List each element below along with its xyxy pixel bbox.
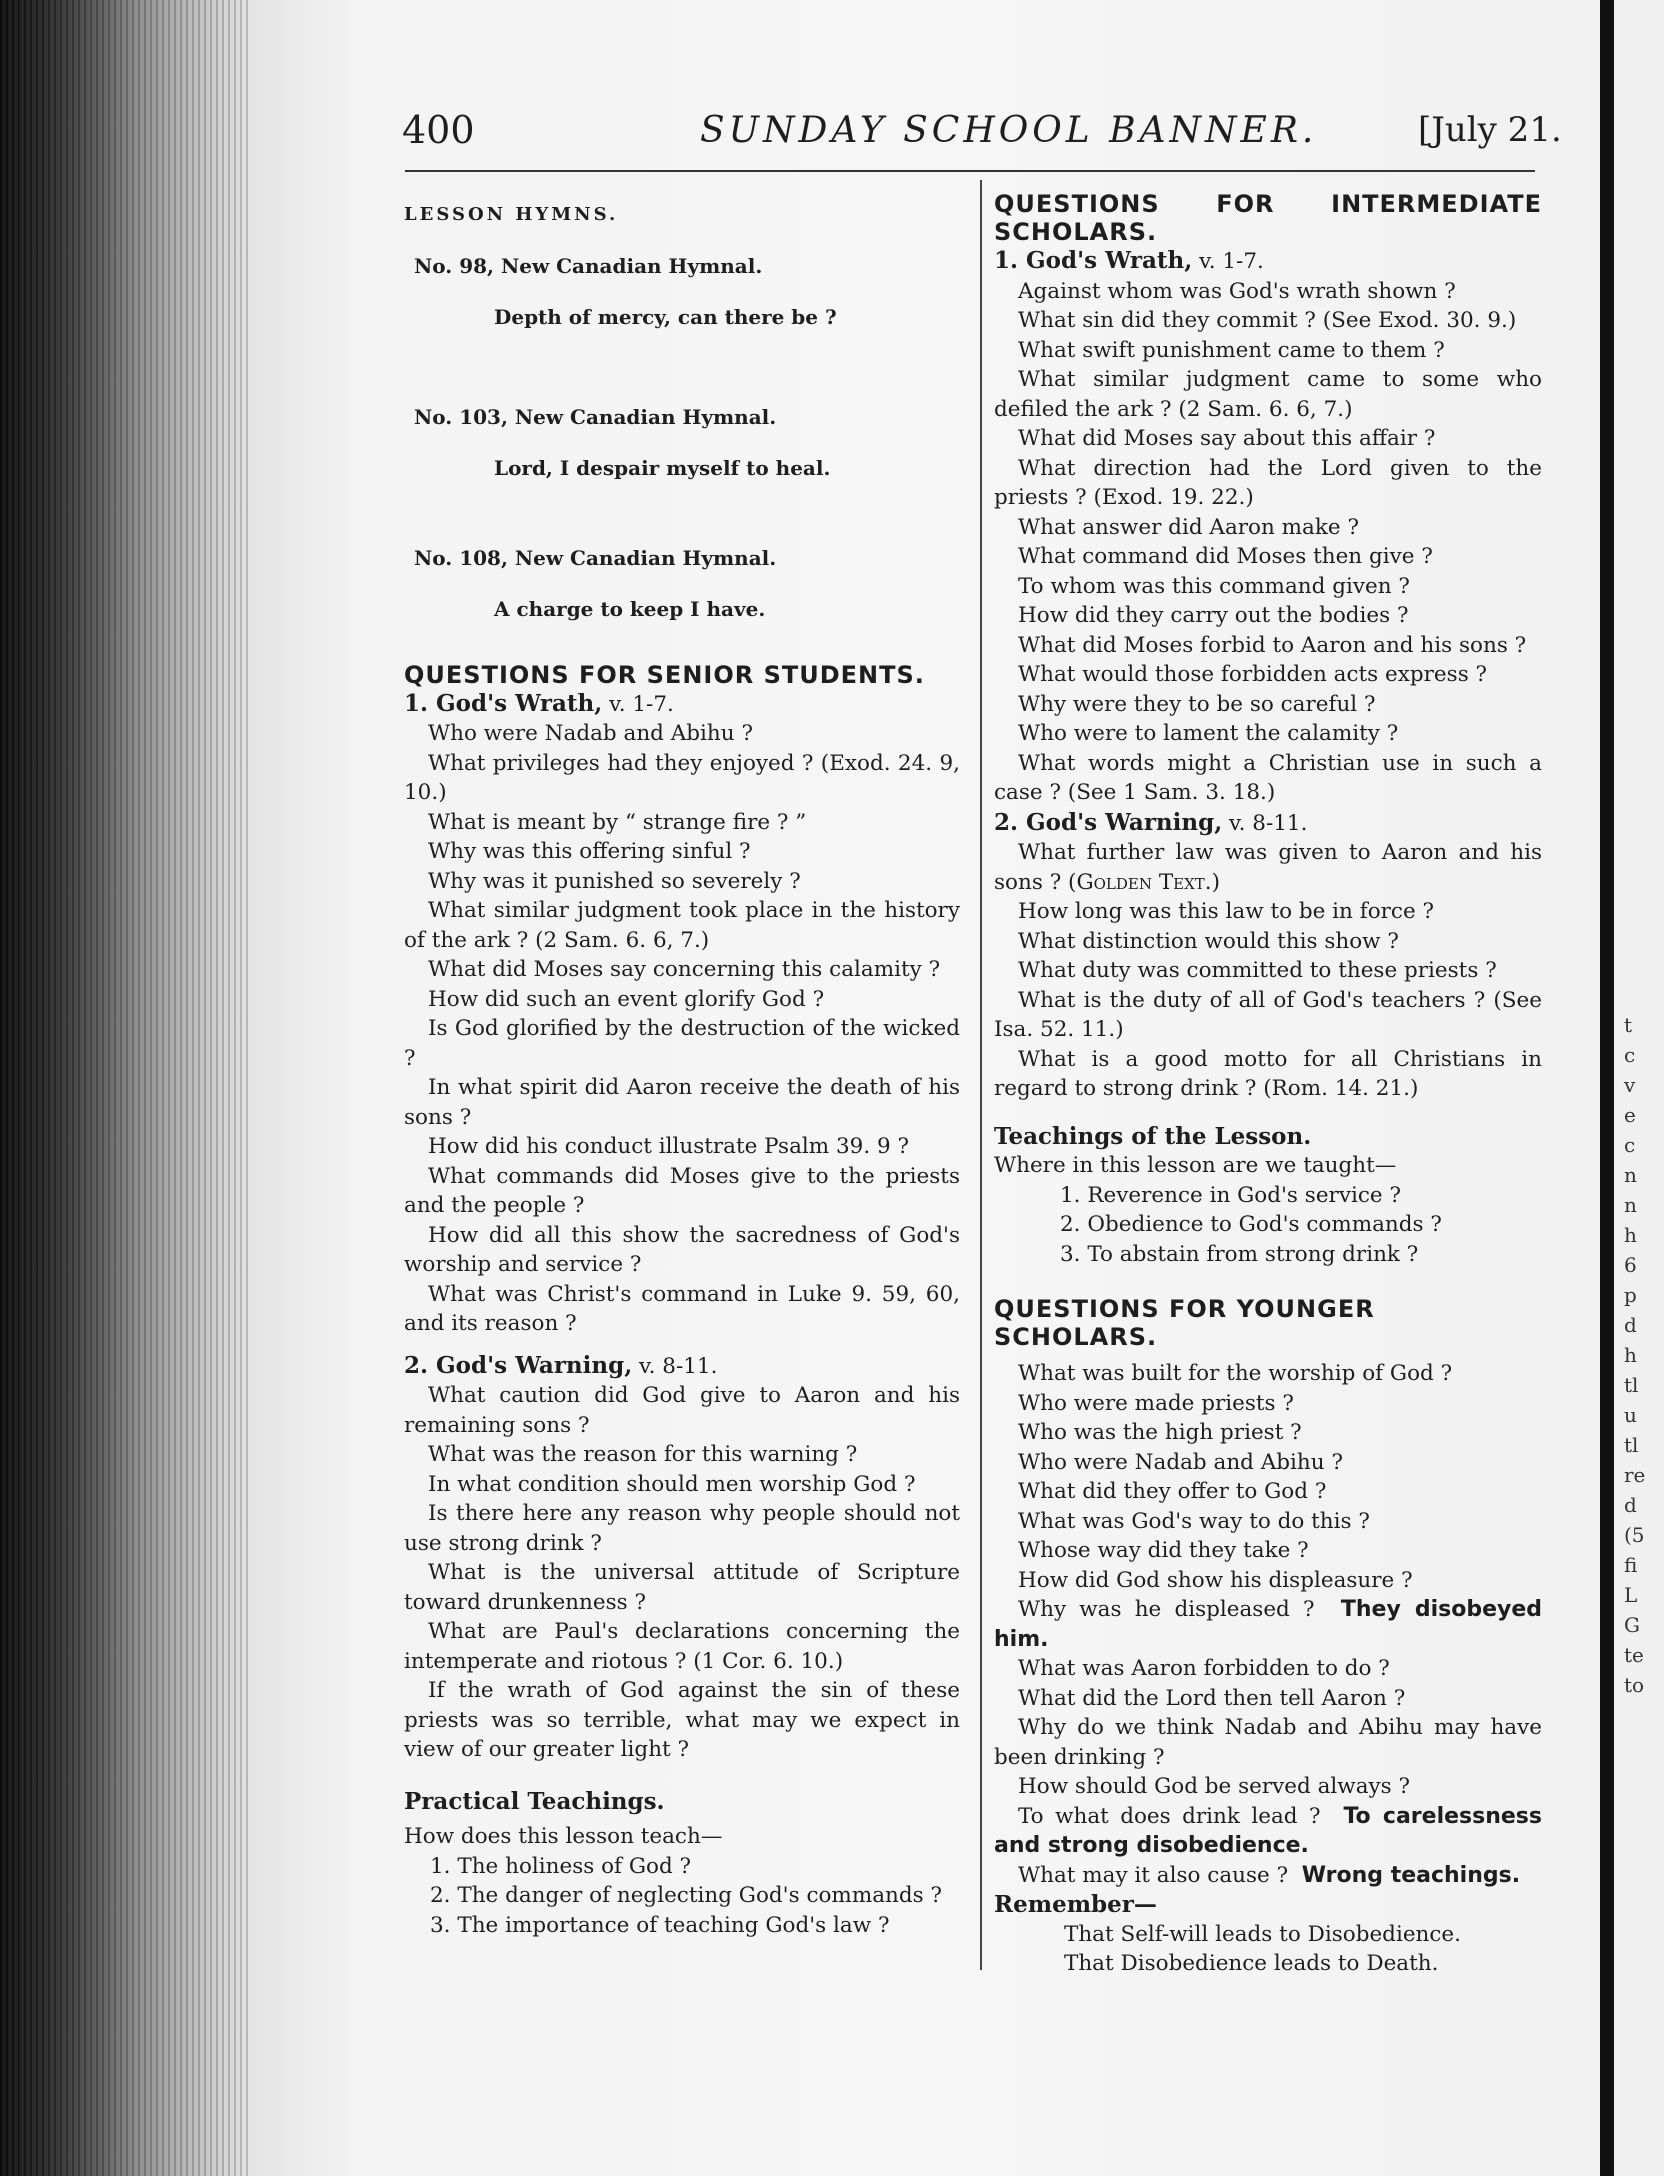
edge-fragment: d	[1624, 1313, 1637, 1337]
hymn-ref: No. 108, New Canadian Hymnal.	[414, 545, 777, 570]
page-number: 400	[402, 108, 475, 152]
question: Who were Nadab and Abihu ?	[1018, 1449, 1343, 1475]
running-head: SUNDAY SCHOOL BANNER.	[700, 110, 1318, 151]
hymn-title: Lord, I despair myself to heal.	[494, 456, 831, 480]
practical-item: 3. The importance of teaching God's law ?	[430, 1912, 890, 1938]
question: What commands did Moses give to the priests and the people ?	[404, 1163, 960, 1218]
question-with-answer: What may it also cause ? Wrong teachings.	[1018, 1862, 1521, 1888]
edge-fragment: u	[1624, 1403, 1637, 1427]
question: What did Moses forbid to Aaron and his sons ?	[1018, 632, 1527, 658]
teachings-intro: Where in this lesson are we taught—	[994, 1153, 1397, 1178]
edge-fragment: h	[1624, 1343, 1637, 1367]
question: What did Moses say concerning this calamity ?	[428, 957, 941, 982]
teachings-heading: Teachings of the Lesson.	[994, 1122, 1312, 1150]
question: What direction had the Lord given to the priests ? (Exod. 19. 22.)	[994, 455, 1542, 510]
question: Why was it punished so severely ?	[428, 868, 801, 894]
question: Why were they to be so careful ?	[1018, 691, 1376, 717]
question: What privileges had they enjoyed ? (Exod. 24. 9, 10.)	[404, 750, 960, 805]
remember-heading: Remember—	[994, 1891, 1157, 1918]
younger-heading: QUESTIONS FOR YOUNGER	[994, 1295, 1375, 1323]
practical-item: 1. The holiness of God ?	[430, 1853, 692, 1879]
question: Is there here any reason why people should not use strong drink ?	[404, 1501, 960, 1556]
header-rule	[405, 170, 1535, 172]
facing-page-text-fragments	[1624, 1010, 1664, 1700]
practical-items	[404, 1852, 960, 1941]
teaching-item: 3. To abstain from strong drink ?	[1060, 1241, 1419, 1267]
question: What was the reason for this warning ?	[428, 1442, 858, 1467]
edge-fragment: h	[1624, 1223, 1637, 1247]
edge-fragment: te	[1624, 1643, 1644, 1667]
issue-date: [July 21.	[1418, 110, 1562, 150]
column-divider	[980, 180, 982, 1970]
teaching-item: 1. Reverence in God's service ?	[1060, 1182, 1401, 1208]
intermediate-section2-heading: 2. God's Warning, v. 8-11.	[994, 808, 1308, 836]
younger-questions	[994, 1654, 1542, 1802]
remember-line: That Disobedience leads to Death.	[1064, 1951, 1439, 1976]
question: What caution did God give to Aaron and his remaining sons ?	[404, 1383, 960, 1438]
question: How should God be served always ?	[1018, 1774, 1411, 1799]
intermediate-section1-questions	[994, 277, 1542, 808]
question: Why was this offering sinful ?	[428, 839, 751, 864]
question: What was God's way to do this ?	[1018, 1508, 1370, 1534]
question: If the wrath of God against the sin of these priests was so terrible, what may we expect in view of our greater light ?	[404, 1678, 960, 1762]
question: How did they carry out the bodies ?	[1018, 603, 1409, 628]
question: Who were made priests ?	[1018, 1390, 1294, 1416]
question: What distinction would this show ?	[1018, 928, 1399, 954]
question: What did the Lord then tell Aaron ?	[1018, 1685, 1406, 1711]
intermediate-heading: QUESTIONS FOR INTERMEDIATE	[994, 190, 1542, 218]
question: What similar judgment took place in the history of the ark ? (2 Sam. 6. 6, 7.)	[404, 898, 960, 953]
edge-fragment: tl	[1624, 1373, 1639, 1397]
hymn-ref: No. 98, New Canadian Hymnal.	[414, 253, 763, 278]
hymn-title: A charge to keep I have.	[494, 597, 766, 621]
page-edges	[0, 0, 250, 2176]
senior-section2-questions	[404, 1381, 960, 1765]
question: How did such an event glorify God ?	[428, 986, 825, 1012]
question: What did Moses say about this affair ?	[1018, 426, 1436, 451]
edge-fragment: (5	[1624, 1523, 1645, 1547]
question: What was built for the worship of God ?	[1018, 1361, 1453, 1386]
question: What are Paul's declarations concerning the intemperate and riotous ? (1 Cor. 6. 10.)	[404, 1619, 960, 1674]
question: What was Christ's command in Luke 9. 59, 60, and its reason ?	[404, 1281, 960, 1336]
question: Why do we think Nadab and Abihu may have been drinking ?	[994, 1715, 1542, 1770]
question: What command did Moses then give ?	[1018, 544, 1433, 569]
question: What sin did they commit ? (See Exod. 30. 9.)	[1018, 308, 1517, 333]
question: Who were to lament the calamity ?	[1018, 721, 1399, 746]
question: Who were Nadab and Abihu ?	[428, 721, 753, 746]
hymn-ref: No. 103, New Canadian Hymnal.	[414, 404, 777, 429]
edge-fragment: c	[1624, 1133, 1636, 1157]
question: What words might a Christian use in such a case ? (See 1 Sam. 3. 18.)	[994, 750, 1542, 805]
question: What further law was given to Aaron and his sons ? (Golden Text.)	[994, 840, 1542, 895]
question: In what condition should men worship God ?	[428, 1471, 916, 1497]
question: How did his conduct illustrate Psalm 39. 9 ?	[428, 1134, 910, 1159]
younger-heading-line2: SCHOLARS.	[994, 1323, 1158, 1351]
question: What duty was committed to these priests ?	[1018, 958, 1497, 983]
edge-fragment: d	[1624, 1493, 1637, 1517]
edge-fragment: e	[1624, 1103, 1636, 1127]
question: What similar judgment came to some who defiled the ark ? (2 Sam. 6. 6, 7.)	[994, 367, 1542, 422]
question: How long was this law to be in force ?	[1018, 899, 1435, 924]
senior-heading: QUESTIONS FOR SENIOR STUDENTS.	[404, 660, 925, 689]
question: What did they offer to God ?	[1018, 1479, 1327, 1504]
edge-fragment: c	[1624, 1043, 1636, 1067]
question-with-answer: To what does drink lead ? To carelessness and strong disobedience.	[994, 1803, 1542, 1858]
edge-fragment: G	[1624, 1613, 1640, 1637]
question: What is the duty of all of God's teachers ? (See Isa. 52. 11.)	[994, 987, 1542, 1042]
question: What answer did Aaron make ?	[1018, 514, 1359, 540]
edge-fragment: p	[1624, 1283, 1637, 1307]
senior-section2-heading: 2. God's Warning, v. 8-11.	[404, 1351, 718, 1379]
edge-fragment: v	[1624, 1073, 1636, 1097]
edge-fragment: L	[1624, 1583, 1638, 1607]
senior-section1-questions	[404, 719, 960, 1339]
facing-page-edge	[1600, 0, 1664, 2176]
question: What is meant by “ strange fire ? ”	[428, 809, 807, 835]
question: Whose way did they take ?	[1018, 1538, 1309, 1563]
question: Against whom was God's wrath shown ?	[1018, 278, 1456, 304]
edge-fragment: 6	[1624, 1253, 1637, 1277]
younger-questions	[994, 1359, 1542, 1595]
teachings-items	[994, 1181, 1542, 1270]
remember-line: That Self-will leads to Disobedience.	[1064, 1921, 1461, 1947]
right-column	[994, 190, 1542, 1979]
question: Is God glorified by the destruction of the wicked ?	[404, 1016, 960, 1071]
practical-heading: Practical Teachings.	[404, 1787, 665, 1815]
edge-fragment: n	[1624, 1163, 1637, 1187]
question: To whom was this command given ?	[1018, 573, 1410, 599]
intermediate-section2-questions	[994, 897, 1542, 1104]
senior-section1-heading: 1. God's Wrath, v. 1-7.	[404, 689, 674, 717]
question: What would those forbidden acts express ?	[1018, 662, 1488, 687]
teaching-item: 2. Obedience to God's commands ?	[1060, 1212, 1442, 1237]
edge-fragment: re	[1624, 1463, 1646, 1487]
question: Who was the high priest ?	[1018, 1420, 1302, 1445]
hymn-title: Depth of mercy, can there be ?	[494, 305, 837, 329]
question: What was Aaron forbidden to do ?	[1018, 1656, 1390, 1681]
question-with-answer: Why was he displeased ? They disobeyed him.	[994, 1597, 1542, 1652]
practical-item: 2. The danger of neglecting God's commands ?	[430, 1883, 943, 1908]
hymns-heading: LESSON HYMNS.	[404, 204, 619, 225]
edge-fragment: tl	[1624, 1433, 1639, 1457]
intermediate-heading-line2: SCHOLARS.	[994, 218, 1158, 246]
intermediate-section1-heading: 1. God's Wrath, v. 1-7.	[994, 247, 1264, 274]
edge-fragment: fi	[1624, 1553, 1638, 1577]
book-binding	[0, 0, 250, 2176]
question: What swift punishment came to them ?	[1018, 337, 1445, 363]
edge-fragment: to	[1624, 1673, 1645, 1697]
question: How did all this show the sacredness of God's worship and service ?	[404, 1222, 960, 1277]
question: What is a good motto for all Christians in regard to strong drink ? (Rom. 14. 21.)	[994, 1046, 1542, 1101]
left-column	[404, 200, 960, 1940]
edge-fragment: t	[1624, 1013, 1633, 1037]
practical-intro: How does this lesson teach—	[404, 1824, 723, 1849]
question: What is the universal attitude of Scripture toward drunkenness ?	[404, 1560, 960, 1615]
edge-fragment: n	[1624, 1193, 1637, 1217]
question: In what spirit did Aaron receive the death of his sons ?	[404, 1075, 960, 1130]
question: How did God show his displeasure ?	[1018, 1567, 1413, 1593]
